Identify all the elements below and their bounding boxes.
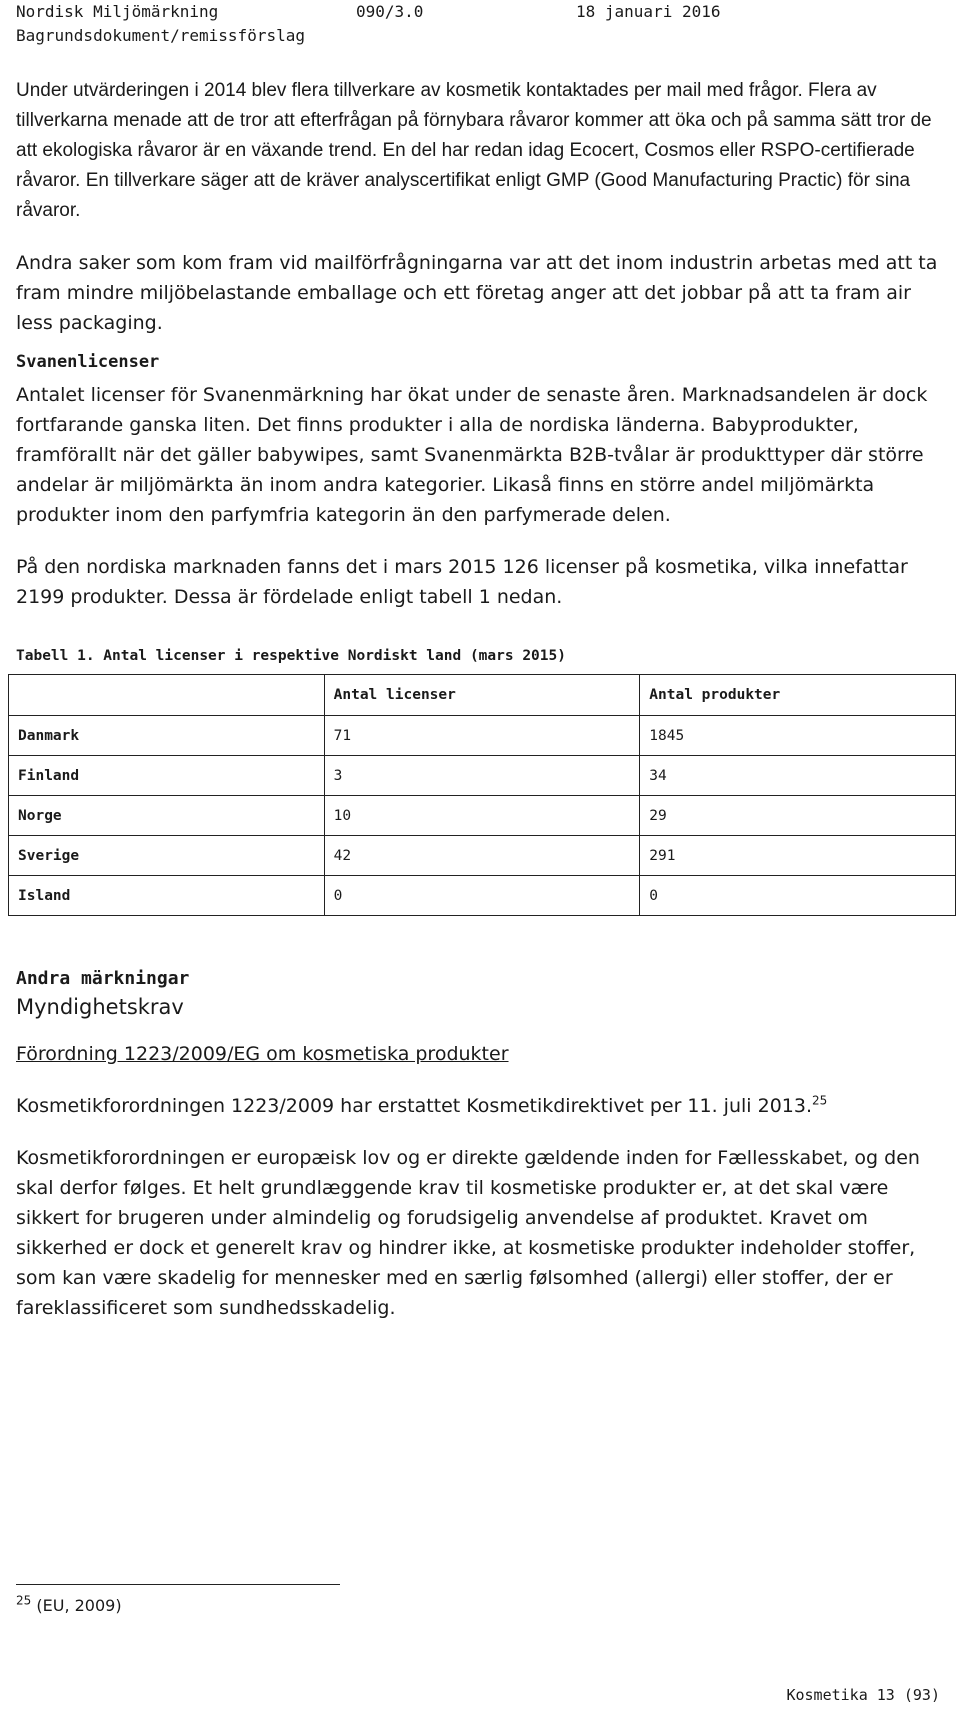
products-cell: 0 xyxy=(640,876,956,916)
products-cell: 34 xyxy=(640,756,956,796)
products-cell: 29 xyxy=(640,796,956,836)
header-date: 18 januari 2016 xyxy=(576,2,721,21)
footnote-divider xyxy=(16,1584,340,1585)
country-cell: Norge xyxy=(9,796,325,836)
table-row xyxy=(9,796,956,836)
products-cell: 1845 xyxy=(640,716,956,756)
table-header-cell: Antal licenser xyxy=(324,675,640,716)
footnote-reference[interactable]: 25 xyxy=(812,1093,828,1108)
licenses-cell: 10 xyxy=(324,796,640,836)
licenses-table xyxy=(8,674,956,916)
licenses-cell: 42 xyxy=(324,836,640,876)
country-cell: Island xyxy=(9,876,325,916)
paragraph-regulation xyxy=(16,1091,946,1121)
paragraph-market: På den nordiska marknaden fanns det i mars 2015 126 licenser på kosmetika, vilka innefattar 2199 produkter. Dessa är fördelade enligt tabell 1 nedan. xyxy=(16,556,908,608)
table-caption: Tabell 1. Antal licenser i respektive Nordiskt land (mars 2015) xyxy=(16,648,566,664)
footnote-text: (EU, 2009) xyxy=(36,1596,122,1615)
page-header xyxy=(16,0,946,48)
paragraph-regulation-details: Kosmetikforordningen er europæisk lov og er direkte gældende inden for Fællesskabet, og den skal derfor følges. Et helt grundlæggende krav til kosmetiske produkter er, at det skal være sikkert for brugeren under almindelig og forudsigelig anvendelse af produktet. Kravet om sikkerhed er dock et generelt krav og hindrer ikke, at kosmetiske produkter indeholder stoffer, som kan være skadelig for mennesker med en særlig følsomhed (allergi) eller stoffer, der er fareklassificeret som sundhedsskadelig. xyxy=(16,1147,920,1319)
table-row xyxy=(9,716,956,756)
table-row xyxy=(9,836,956,876)
products-cell: 291 xyxy=(640,836,956,876)
country-cell: Danmark xyxy=(9,716,325,756)
table-row xyxy=(9,756,956,796)
document-body xyxy=(16,76,946,1323)
page-footer: Kosmetika 13 (93) xyxy=(786,1686,940,1704)
table-header-row xyxy=(9,675,956,716)
country-cell: Finland xyxy=(9,756,325,796)
country-cell: Sverige xyxy=(9,836,325,876)
paragraph-licenses: Antalet licenser för Svanenmärkning har ökat under de senaste åren. Marknadsandelen är dock fortfarande ganska liten. Det finns produkter i alla de nordiska länderna. Babyprodukter, framförallt när det gäller babywipes, samt Svanenmärkta B2B-tvålar är produkttyper där större andelar är miljömärkta än inom andra kategorier. Likaså finns en större andel miljömärkta produkter inom den parfymfria kategorin än den parfymerade delen. xyxy=(16,384,928,526)
licenses-cell: 3 xyxy=(324,756,640,796)
footnote xyxy=(16,1593,122,1615)
paragraph-packaging: Andra saker som kom fram vid mailförfrågningarna var att det inom industrin arbetas med att ta fram mindre miljöbelastande emballage och ett företag anger att det jobbar på att ta fram air less packaging. xyxy=(16,252,938,334)
subheading-authority-requirements: Myndighetskrav xyxy=(16,995,184,1019)
header-doc-number: 090/3.0 xyxy=(356,2,424,21)
paragraph-regulation-text: Kosmetikforordningen 1223/2009 har erstattet Kosmetikdirektivet per 11. juli 2013. xyxy=(16,1095,812,1117)
table-header-cell xyxy=(9,675,325,716)
regulation-heading: Förordning 1223/2009/EG om kosmetiska produkter xyxy=(16,1043,509,1065)
paragraph-evaluation: Under utvärderingen i 2014 blev flera tillverkare av kosmetik kontaktades per mail med frågor. Flera av tillverkarna menade att de tror att efterfrågan på förnybara råvaror kommer att öka och på samma sätt tror de att ekologiska råvaror är en växande trend. En del har redan idag Ecocert, Cosmos eller RSPO-certifierade råvaror. En tillverkare säger att de kräver analyscertifikat enligt GMP (Good Manufacturing Practic) för sina råvaror. xyxy=(16,80,932,221)
table-row xyxy=(9,876,956,916)
licenses-cell: 0 xyxy=(324,876,640,916)
footnote-number: 25 xyxy=(16,1593,32,1608)
header-org: Nordisk Miljömärkning xyxy=(16,2,219,21)
section-heading-svanen: Svanenlicenser xyxy=(16,352,160,372)
licenses-cell: 71 xyxy=(324,716,640,756)
section-heading-other-labels: Andra märkningar xyxy=(16,968,190,989)
table-header-cell: Antal produkter xyxy=(640,675,956,716)
header-subtitle: Bagrundsdokument/remissförslag xyxy=(16,26,305,45)
